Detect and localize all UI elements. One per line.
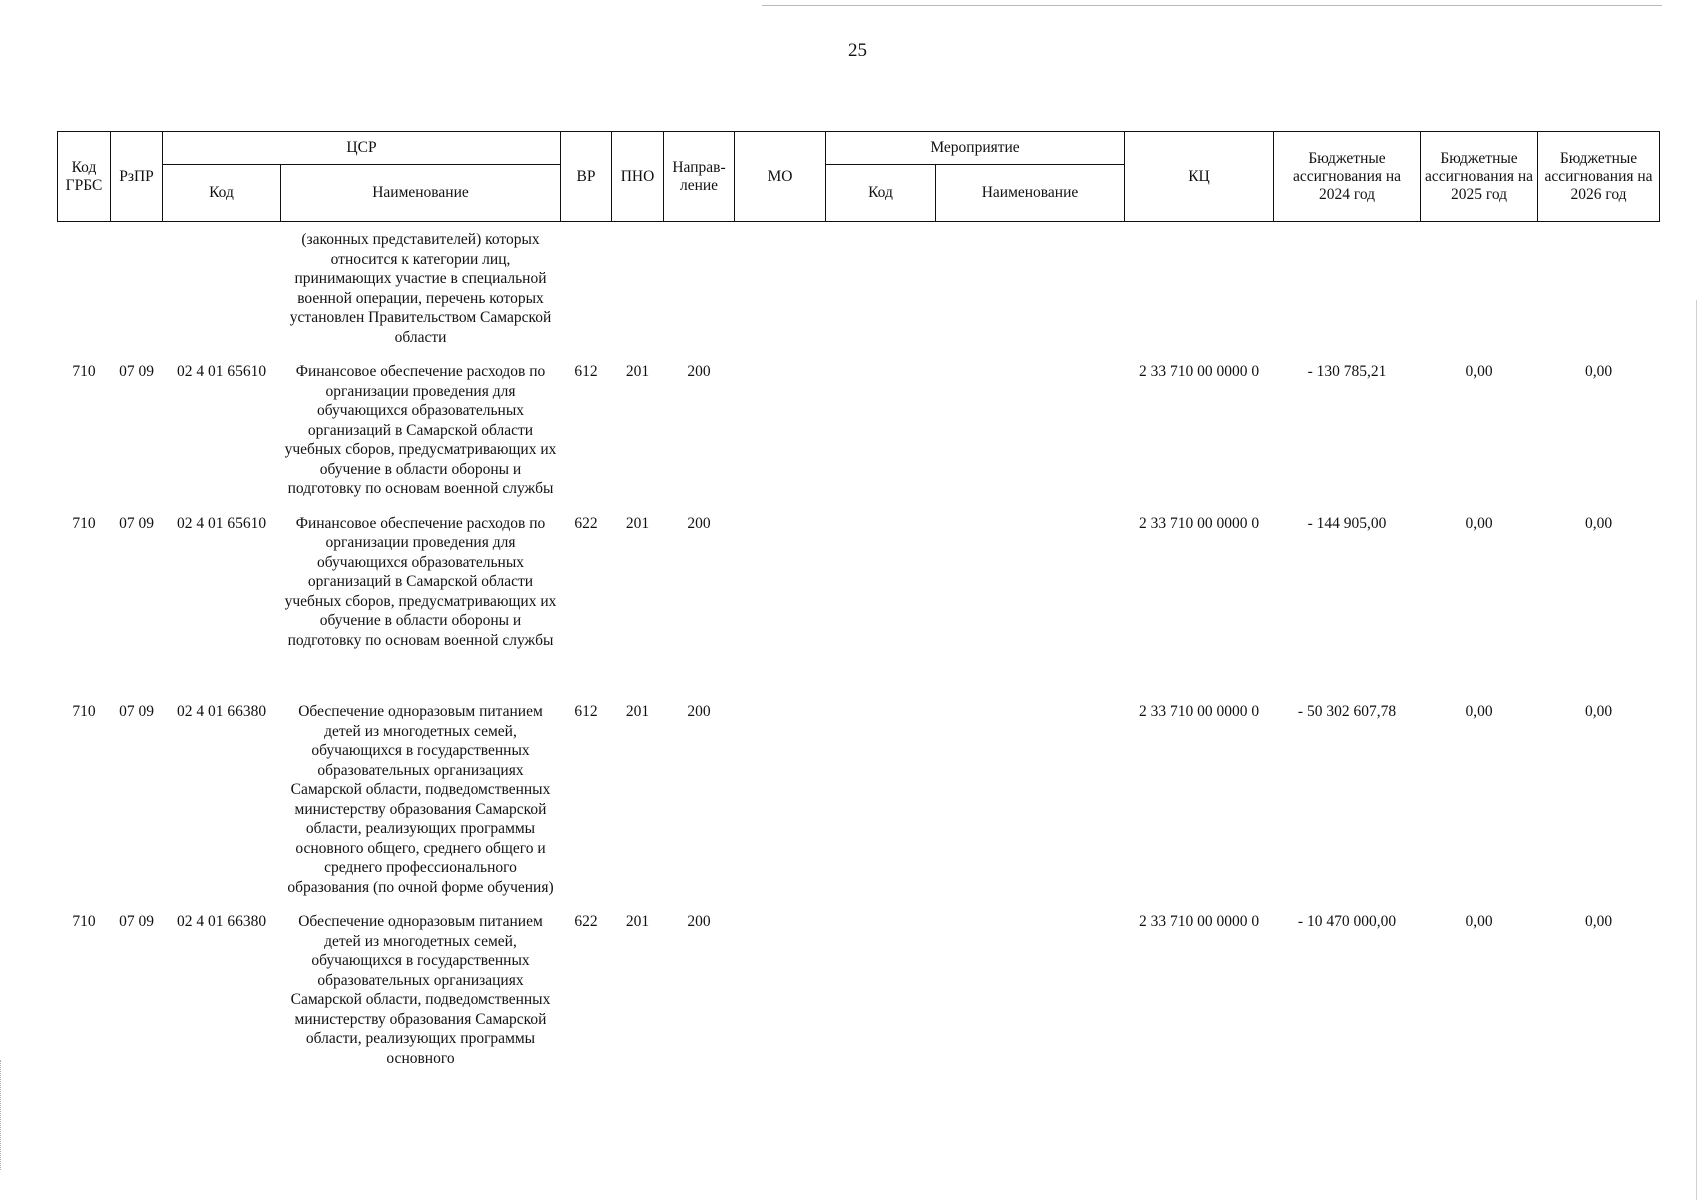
cell-mer-name: [936, 650, 1125, 897]
cell-mer-name: [936, 499, 1125, 651]
cell-napravlenie: 200: [687, 363, 711, 380]
scan-edge-noise: [0, 1060, 11, 1170]
scan-right-edge: [1696, 300, 1697, 1200]
cell-budget-2026: 0,00: [1584, 363, 1613, 380]
cell-mer-name: [936, 897, 1125, 1068]
header-budget-2026: Бюджетные ассигнования на 2026 год: [1538, 132, 1660, 222]
cell-napravlenie: 200: [687, 913, 711, 930]
header-csr: ЦСР: [163, 132, 561, 165]
continuation-text: (законных представителей) которых относится к категории лиц, принимающих участие в специальной военной операции, перечень которых установлен Правительством Самарской области: [289, 231, 552, 346]
cell-budget-2026: 0,00: [1584, 913, 1613, 930]
cell-mer-kod: [826, 499, 936, 651]
cell-budget-2024: - 130 785,21: [1307, 363, 1387, 380]
cell-csr-name: Финансовое обеспечение расходов по организации проведения для обучающихся образовательных организаций в Самарской области учебных сборов, предусматривающих их обучение в области обороны и подготовку по основам военной службы: [284, 514, 557, 649]
cell-pno: 201: [625, 514, 650, 532]
cell-budget-2024: - 50 302 607,78: [1297, 703, 1397, 720]
header-mo: МО: [735, 132, 826, 222]
cell-kc: 2 33 710 00 0000 0: [1138, 913, 1260, 930]
cell-mer-kod: [826, 650, 936, 897]
cell-budget-2025: 0,00: [1465, 703, 1493, 720]
header-meropriyatie: Мероприятие: [826, 132, 1125, 165]
cell-napravlenie: 200: [687, 703, 711, 720]
header-vr: ВР: [561, 132, 612, 222]
cell-budget-2025: 0,00: [1465, 514, 1493, 532]
header-kod-grbs: Код ГРБС: [58, 132, 111, 222]
cell-kc: 2 33 710 00 0000 0: [1138, 514, 1260, 532]
cell-vr: 612: [574, 703, 598, 720]
cell-csr-name: Обеспечение одноразовым питанием детей из многодетных семей, обучающихся в государственных образовательных организациях Самарской области, подведомственных министерству образования Самарской области, реализующих программы основного общего, среднего общего и среднего профессионального образования (по очной форме обучения): [287, 703, 554, 896]
cell-vr: 622: [574, 514, 598, 532]
continuation-row: [58, 222, 1660, 348]
cell-grbs: 710: [72, 703, 96, 720]
cell-rzpr: 07 09: [119, 913, 154, 930]
header-budget-2025: Бюджетные ассигнования на 2025 год: [1421, 132, 1538, 222]
header-csr-kod: Код: [163, 165, 281, 222]
cell-csr-kod: 02 4 01 65610: [176, 514, 267, 532]
cell-pno: 201: [625, 363, 650, 380]
cell-vr: 612: [574, 363, 598, 380]
cell-vr: 622: [574, 913, 598, 930]
header-rzpr: РзПР: [111, 132, 163, 222]
page-number: 25: [848, 40, 867, 61]
cell-mo: [735, 347, 826, 499]
header-kc: КЦ: [1125, 132, 1274, 222]
cell-pno: 201: [625, 703, 650, 720]
cell-rzpr: 07 09: [119, 363, 154, 380]
cell-budget-2025: 0,00: [1465, 363, 1493, 380]
cell-budget-2026: 0,00: [1584, 703, 1613, 720]
cell-csr-kod: 02 4 01 66380: [176, 703, 267, 720]
budget-table: [57, 131, 1660, 1068]
header-pno: ПНО: [612, 132, 664, 222]
cell-csr-kod: 02 4 01 66380: [176, 913, 267, 930]
cell-napravlenie: 200: [687, 514, 711, 532]
table-row: [58, 499, 1660, 651]
cell-pno: 201: [625, 913, 650, 930]
cell-mer-name: [936, 347, 1125, 499]
cell-grbs: 710: [72, 514, 96, 532]
table-row: [58, 897, 1660, 1068]
header-mer-name: Наименование: [936, 165, 1125, 222]
cell-budget-2024: - 10 470 000,00: [1297, 913, 1397, 930]
table-row: [58, 347, 1660, 499]
cell-budget-2026: 0,00: [1584, 514, 1613, 532]
cell-csr-name: Обеспечение одноразовым питанием детей из многодетных семей, обучающихся в государственных образовательных организациях Самарской области, подведомственных министерству образования Самарской области, реализующих программы основного: [290, 913, 551, 1067]
cell-budget-2024: - 144 905,00: [1307, 514, 1387, 532]
cell-mo: [735, 650, 826, 897]
table-header: [58, 132, 1660, 222]
cell-rzpr: 07 09: [119, 514, 154, 532]
header-napravlenie: Направ-ление: [664, 132, 735, 222]
cell-grbs: 710: [72, 913, 96, 930]
cell-kc: 2 33 710 00 0000 0: [1138, 703, 1260, 720]
header-mer-kod: Код: [826, 165, 936, 222]
scan-top-rule: [762, 5, 1662, 6]
cell-csr-name: Финансовое обеспечение расходов по организации проведения для обучающихся образовательных организаций в Самарской области учебных сборов, предусматривающих их обучение в области обороны и подготовку по основам военной службы: [284, 363, 557, 497]
cell-kc: 2 33 710 00 0000 0: [1138, 363, 1260, 380]
cell-mo: [735, 897, 826, 1068]
header-csr-name: Наименование: [281, 165, 561, 222]
cell-mer-kod: [826, 897, 936, 1068]
header-budget-2024: Бюджетные ассигнования на 2024 год: [1274, 132, 1421, 222]
cell-csr-kod: 02 4 01 65610: [176, 363, 267, 380]
cell-budget-2025: 0,00: [1465, 913, 1493, 930]
table-body: [58, 222, 1660, 1069]
table-row: [58, 650, 1660, 897]
cell-mer-kod: [826, 347, 936, 499]
cell-rzpr: 07 09: [119, 703, 154, 720]
cell-grbs: 710: [72, 363, 96, 380]
cell-mo: [735, 499, 826, 651]
